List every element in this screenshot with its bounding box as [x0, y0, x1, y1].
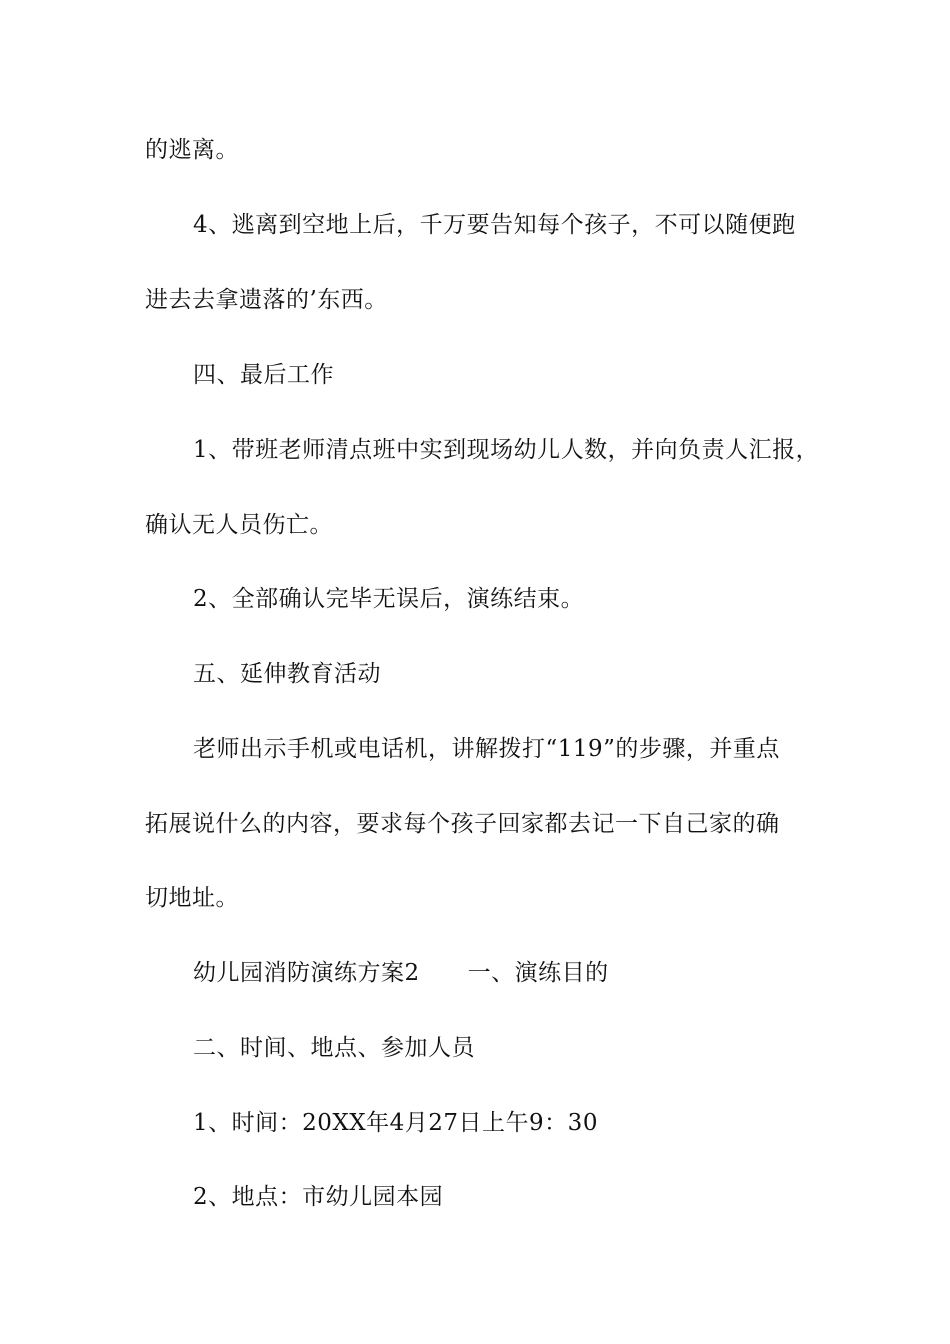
section-heading: 二、时间、地点、参加人员 — [193, 1035, 475, 1061]
paragraph-line: 切地址。 — [145, 885, 239, 911]
paragraph-line: 确认无人员伤亡。 — [145, 512, 333, 538]
section-heading: 一、演练目的 — [467, 960, 609, 986]
paragraph-line: 的逃离。 — [145, 137, 239, 163]
paragraph-line: 1、时间：20XX年4月27日上午9：30 — [193, 1110, 598, 1136]
paragraph-line: 2、全部确认完毕无误后，演练结束。 — [193, 586, 585, 612]
section-heading: 四、最后工作 — [193, 362, 334, 388]
document-title: 幼儿园消防演练方案2 — [193, 960, 420, 986]
title-line — [193, 958, 609, 988]
paragraph-line: 4、逃离到空地上后，千万要告知每个孩子，不可以随便跑 — [193, 212, 796, 238]
paragraph-line: 拓展说什么的内容，要求每个孩子回家都去记一下自己家的确 — [145, 811, 780, 837]
paragraph-line: 老师出示手机或电话机，讲解拨打“119”的步骤，并重点 — [193, 736, 780, 762]
section-heading: 五、延伸教育活动 — [193, 661, 381, 687]
paragraph-line: 2、地点：市幼儿园本园 — [193, 1184, 444, 1210]
paragraph-line: 1、带班老师清点班中实到现场幼儿人数，并向负责人汇报， — [193, 437, 820, 463]
paragraph-line: 进去去拿遗落的’东西。 — [145, 287, 388, 313]
